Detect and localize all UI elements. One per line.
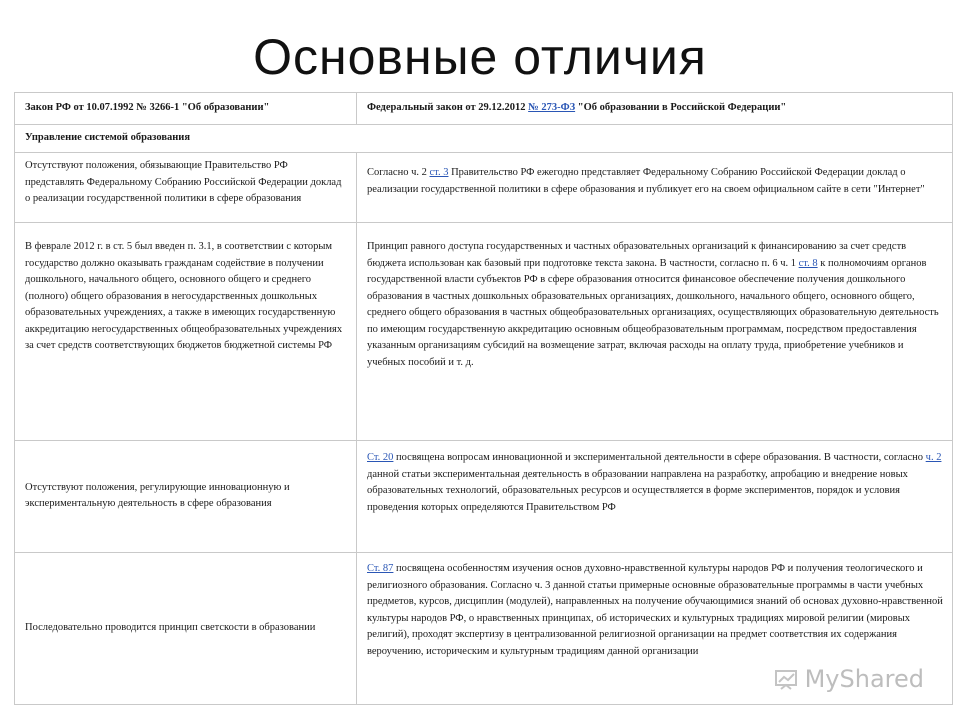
- law-273-link[interactable]: № 273-ФЗ: [528, 102, 576, 113]
- new-law-cell: [357, 153, 953, 223]
- cell-text: посвящена вопросам инновационной и экспериментальной деятельности в сфере образования. В частности, согласно: [393, 452, 926, 463]
- cell-text: Правительство РФ ежегодно представляет Федеральному Собранию Российской Федерации доклад о реализации государственной политики в сфере образования и публикует его на своем официальном сайте в сети "Интернет": [367, 167, 925, 195]
- article-3-link[interactable]: ст. 3: [429, 167, 449, 178]
- cell-text: посвящена особенностям изучения основ духовно-нравственной культуры народов РФ и получения теологического и религиозного образования. Согласно ч. 3 данной статьи примерные основные образовательные программы в части учебных предметов, курсов, дисциплин (модулей), направленных на получение обучающимися знаний об основах духовно-нравственной культуры народов РФ, о нравственных принципах, об исторических и культурных традициях мировой религии (мировых религий), проходят экспертизу в централизованной религиозной организации на предмет соответствия их содержания вероучению, историческим и культурным традициям данной организации: [367, 563, 943, 657]
- watermark-text: MyShared: [804, 665, 924, 693]
- old-law-cell: В феврале 2012 г. в ст. 5 был введен п. 3.1, в соответствии с которым государство должно оказывать гражданам содействие в получении дошкольного, начального общего, основного общего и среднего (полного) общего образования в негосударственных дошкольных образовательных учреждениях, а также в имеющих государственную аккредитацию негосударственных общеобразовательных учреждениях за счет средств соответствующих бюджетов бюджетной системы РФ: [15, 223, 357, 441]
- article-8-link[interactable]: ст. 8: [798, 257, 818, 269]
- new-law-cell: [357, 441, 953, 553]
- section-heading: Управление системой образования: [15, 124, 953, 153]
- header-old-law: Закон РФ от 10.07.1992 № 3266-1 "Об образовании": [15, 93, 357, 125]
- old-law-cell: Последовательно проводится принцип светскости в образовании: [15, 553, 357, 705]
- comparison-table: [14, 92, 953, 705]
- cell-text: Согласно ч. 2: [367, 167, 430, 178]
- table-row: [15, 441, 953, 553]
- cell-text: к полномочиям органов государственной власти субъектов РФ в сфере образования относится финансовое обеспечение получения дошкольного образования в частных дошкольных образовательных организациях, дошкольного, начального общего, основного общего, среднего общего образования в частных общеобразовательных организациях, осуществляющих образовательную деятельность по имеющим государственную аккредитацию основным общеобразовательным программам, посредством предоставления указанным организациям субсидий на возмещение затрат, включая расходы на оплату труда, приобретение учебников и учебных пособий и т. д.: [367, 257, 939, 368]
- table-row: [15, 153, 953, 223]
- old-law-cell: Отсутствуют положения, регулирующие инновационную и экспериментальную деятельность в сфере образования: [15, 441, 357, 553]
- part-2-link[interactable]: ч. 2: [925, 452, 942, 463]
- table-row: [15, 223, 953, 441]
- cell-text: данной статьи экспериментальная деятельность в образовании направлена на разработку, апробацию и внедрение новых образовательных технологий, образовательных ресурсов и осуществляется в форме экспериментов, порядок и условия проведения которых определяются Правительством РФ: [367, 468, 908, 513]
- section-row: [15, 124, 953, 153]
- cell-text: Принцип равного доступа государственных и частных образовательных организаций к финансированию за счет средств бюджета использован как базовый при подготовке текста закона. В частности, согласно п. 6 ч. 1: [367, 241, 907, 269]
- new-law-cell: [357, 223, 953, 441]
- watermark: [773, 664, 924, 694]
- article-87-link[interactable]: Ст. 87: [367, 563, 394, 574]
- table-header-row: [15, 93, 953, 125]
- old-law-cell: Отсутствуют положения, обязывающие Правительство РФ представлять Федеральному Собранию Российской Федерации доклад о реализации государственной политики в сфере образования: [15, 153, 357, 223]
- header-new-law-prefix: Федеральный закон от 29.12.2012: [367, 102, 529, 113]
- header-new-law: [357, 93, 953, 125]
- header-new-law-suffix: "Об образовании в Российской Федерации": [575, 102, 787, 113]
- page-title: Основные отличия: [253, 29, 707, 85]
- presentation-logo-icon: [773, 665, 801, 693]
- article-20-link[interactable]: Ст. 20: [367, 452, 394, 463]
